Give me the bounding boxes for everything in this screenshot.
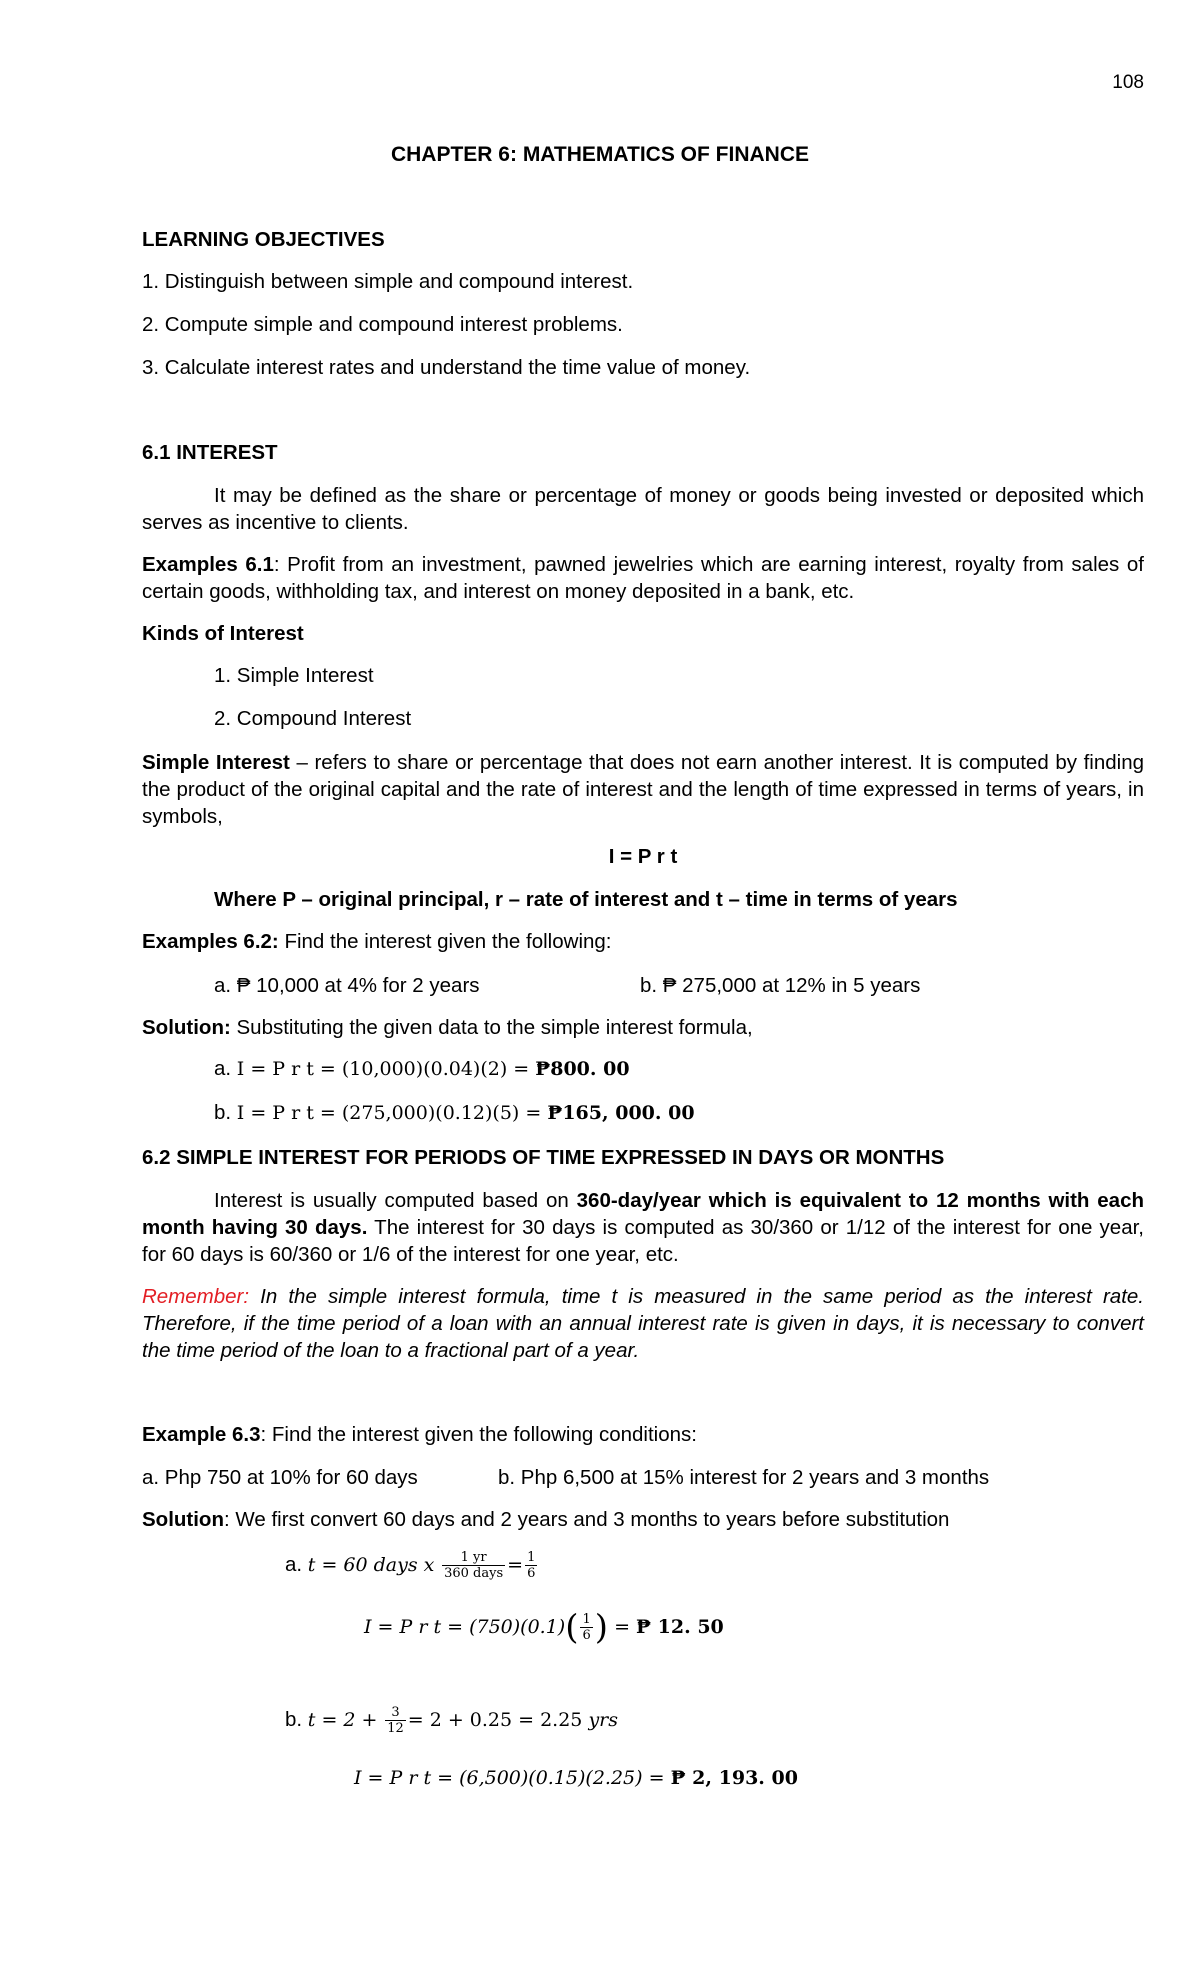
solution-6-2-a: a. I = P r t = (10,000)(0.04)(2) = ₱800. 00 bbox=[214, 1057, 630, 1080]
solution-6-3-a-result: ₱ 12. 50 bbox=[636, 1615, 724, 1638]
simple-interest-text: – refers to share or percentage that does not earn another interest. It is computed by finding the product of the original capital and the rate of interest and the length of time expressed in terms of years, in symbols, bbox=[142, 751, 1144, 828]
example-6-3-text: : Find the interest given the following conditions: bbox=[260, 1423, 697, 1446]
example-6-2-a: a. ₱ 10,000 at 4% for 2 years bbox=[214, 974, 480, 997]
kinds-heading: Kinds of Interest bbox=[142, 622, 304, 645]
simple-interest-formula: I = P r t bbox=[608, 845, 678, 868]
examples-6-1 bbox=[142, 551, 1144, 605]
solution-6-2 bbox=[142, 1016, 753, 1040]
solution-6-3-a-interest: I = P r t = (750)(0.1)( $\frac{1}{6}$ ) = ₱ 12. 50 bbox=[364, 1607, 724, 1648]
solution-6-3-b-interest: I = P r t = (6,500)(0.15)(2.25) = ₱ 2, 193. 00 bbox=[354, 1767, 798, 1789]
objective-item: 3. Calculate interest rates and understand the time value of money. bbox=[142, 356, 751, 379]
solution-label: Solution: bbox=[142, 1016, 231, 1039]
example-6-3-a: a. Php 750 at 10% for 60 days bbox=[142, 1466, 418, 1489]
solution-b-result: ₱165, 000. 00 bbox=[547, 1102, 695, 1124]
examples-6-2 bbox=[142, 930, 612, 954]
example-6-3-b: b. Php 6,500 at 15% interest for 2 years and 3 months bbox=[498, 1466, 990, 1489]
example-6-3-label: Example 6.3 bbox=[142, 1423, 261, 1446]
solution-text: Substituting the given data to the simple interest formula, bbox=[230, 1016, 753, 1039]
examples-6-1-label: Examples 6.1 bbox=[142, 553, 274, 576]
kinds-item: 1. Simple Interest bbox=[214, 664, 374, 687]
examples-6-1-text: : Profit from an investment, pawned jewelries which are earning interest, royalty from sales of certain goods, withholding tax, and interest on money deposited in a bank, etc. bbox=[142, 553, 1144, 603]
remember-note bbox=[142, 1283, 1144, 1364]
fraction-one-sixth: $\frac{1}{6}$ bbox=[527, 1550, 536, 1581]
remember-text: In the simple interest formula, time t is measured in the same period as the interest rate. Therefore, if the time period of a loan with an annual interest rate is given in days, it is necessary to convert the time period of the loan to a fractional part of a year. bbox=[142, 1285, 1144, 1362]
solution-6-2-b: b. I = P r t = (275,000)(0.12)(5) = ₱165, 000. 00 bbox=[214, 1101, 695, 1124]
solution-a-expression: I = P r t = (10,000)(0.04)(2) = bbox=[236, 1058, 536, 1080]
objectives-heading: LEARNING OBJECTIVES bbox=[142, 228, 385, 251]
section-6-2-paragraph: Interest is usually computed based on 360-day/year which is equivalent to 12 months with each month having 30 days. The interest for 30 days is computed as 30/360 or 1/12 of the interest for one year, for 60 days is 60/360 or 1/6 of the interest for one year, etc. bbox=[142, 1189, 1144, 1266]
page-number: 108 bbox=[1112, 72, 1144, 93]
examples-6-2-label: Examples 6.2: bbox=[142, 930, 279, 953]
solution-6-3 bbox=[142, 1508, 949, 1532]
section-heading-6-2: 6.2 SIMPLE INTEREST FOR PERIODS OF TIME EXPRESSED IN DAYS OR MONTHS bbox=[142, 1146, 945, 1169]
solution-b-expression: I = P r t = (275,000)(0.12)(5) = bbox=[236, 1102, 548, 1124]
chapter-title: CHAPTER 6: MATHEMATICS OF FINANCE bbox=[390, 143, 810, 166]
simple-interest-label: Simple Interest bbox=[142, 751, 290, 774]
solution-6-3-a-time: a. t = 60 days x $\frac{1 yr}{\text{360 days}}$ = $\frac{1}{6}$ bbox=[285, 1550, 536, 1581]
formula-where: Where P – original principal, r – rate of interest and t – time in terms of years bbox=[214, 888, 958, 911]
remember-label: Remember: bbox=[142, 1285, 250, 1308]
solution-6-3-label: Solution bbox=[142, 1508, 224, 1531]
kinds-item: 2. Compound Interest bbox=[214, 707, 412, 730]
solution-6-3-b-result: ₱ 2, 193. 00 bbox=[670, 1767, 798, 1789]
objective-item: 1. Distinguish between simple and compound interest. bbox=[142, 270, 634, 293]
example-6-2-b: b. ₱ 275,000 at 12% in 5 years bbox=[640, 974, 921, 997]
solution-a-result: ₱800. 00 bbox=[535, 1058, 630, 1080]
section-heading-6-1: 6.1 INTEREST bbox=[142, 441, 278, 464]
solution-6-3-b-time: b. t = 2 + $\frac{3}{12}$ = 2 + 0.25 = 2.25 yrs bbox=[285, 1705, 619, 1736]
simple-interest-definition bbox=[142, 749, 1144, 830]
solution-6-3-text: : We first convert 60 days and 2 years and 3 months to years before substitution bbox=[223, 1508, 950, 1531]
fraction-days-to-years: $\frac{1 yr}{\text{360 days}}$ bbox=[444, 1550, 504, 1581]
objective-item: 2. Compute simple and compound interest problems. bbox=[142, 313, 623, 336]
interest-definition: It may be defined as the share or percentage of money or goods being invested or deposited which serves as incentive to clients. bbox=[142, 484, 1144, 534]
examples-6-2-text: Find the interest given the following: bbox=[278, 930, 612, 953]
example-6-3 bbox=[142, 1423, 697, 1447]
